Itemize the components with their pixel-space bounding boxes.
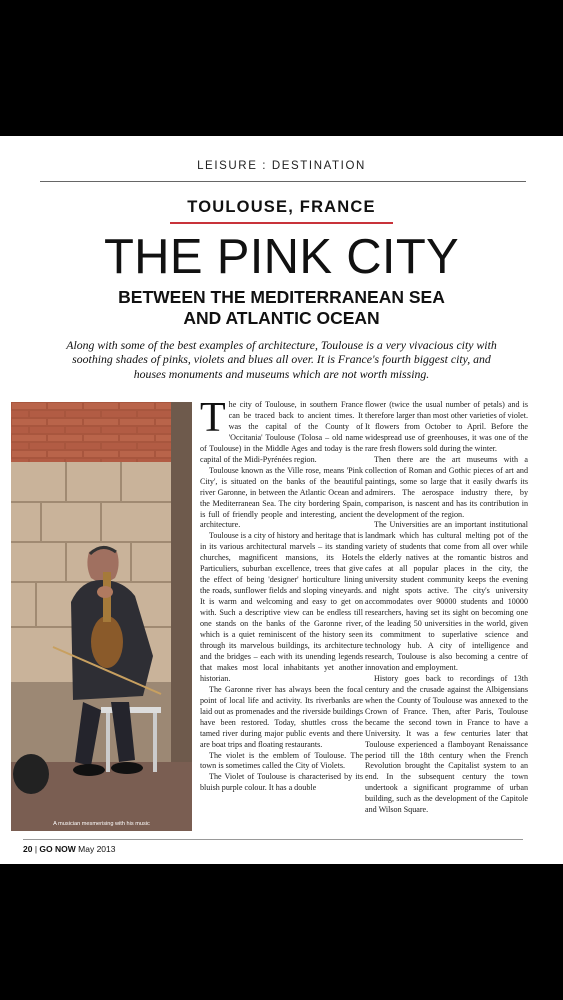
paragraph: flower (twice the usual number of petals) and is therefore larger than most other varieties of violet. It flowers from October to April. Before the widespread use of greenhouses, it was one of the rare fresh flowers sold during the winter. (365, 400, 529, 453)
page-footer: 20 | GO NOW May 2013 (23, 844, 116, 854)
footer-rule (23, 839, 523, 840)
drop-cap: T (200, 395, 226, 441)
paragraph: The Garonne river has always been the focal point of local life and activity. Its riverbanks are laid out as promenades and the riverside buildings have been restored. Today, shuttles cross the tamed river during major public events and there are boat trips and floating restaurants. (200, 684, 363, 749)
paragraph: Toulouse known as the Ville rose, means 'Pink City', is situated on the banks of the beautiful river Garonne, in between the Atlantic Ocean and the Mediterranean Sea. The city bordering Spain, is full of friendly people and interesting, ancient architecture. (200, 465, 363, 530)
article-subtitle (20, 287, 543, 329)
page-number: 20 (23, 844, 33, 854)
musician-photo (11, 402, 192, 831)
paragraph: Then there are the art museums with a collection of Roman and Gothic pieces of art and paintings, some so large that it easily dwarfs its admirers. The aerospace industry there, by comparison, is nascent and has its contribution in the development of the region. (365, 454, 528, 519)
musician-illustration (11, 402, 192, 831)
paragraph: The Violet of Toulouse is characterised by its bluish purple colour. It has a double (200, 772, 363, 793)
section-label: LEISURE : DESTINATION (197, 160, 366, 172)
paragraph-text: he city of Toulouse, in southern France can be traced back to ancient times. It was the capital of the County of 'Occitania' Toulouse (Tolosa – old name of Toulouse) in the Middle Ages and today is the capital of the Midi-Pyrénées region. (200, 400, 363, 464)
intro-line: Along with some of the best examples of architecture, Toulouse is a very vivacious city with (66, 338, 497, 352)
subtitle-line: AND ATLANTIC OCEAN (183, 308, 380, 328)
paragraph: The Universities are an important institutional landmark which has cultural melting pot of the variety of students that come from all over while the elderly natives at the romantic bistros and cafes at all popular places in the city, the university student community keeps the evening and night spots active. The city's university accommodates over 90000 students and 10000 researchers, having set its sight on becoming one of the leading 50 universities in the world, given its commitment to superlative science and technology hub. A city of intelligence and research, Toulouse is also becoming a centre of innovation and employment. (365, 520, 528, 672)
paragraph: The violet is the emblem of Toulouse. The town is sometimes called the City of Violets. (200, 750, 363, 771)
intro-line: houses monuments and museums which are not worth missing. (133, 366, 430, 381)
kicker-underline (170, 222, 393, 224)
article-column-1 (200, 395, 363, 794)
intro-standfirst (22, 338, 541, 381)
subtitle-line: BETWEEN THE MEDITERRANEAN SEA (118, 287, 445, 307)
article-title: THE PINK CITY (103, 230, 460, 284)
paragraph: Toulouse is a city of history and heritage that is in its various architectural marvels – its standing churches, magnificent mansions, its Hotels Particuliers, suburban excellence, trees that give the effect of being 'designer' horticulture lining the roads, sunflower fields and sloping vineyards. It is warm and welcoming and easy to get on with. Such a descriptive view can be endless till one stands on the banks of the Garonne river, which is a quiet reminiscent of the history seen through its marvelous buildings, its architecture and the bridges – each with its unending legends that makes most local inhabitants yet another historian. (200, 531, 363, 683)
intro-line: soothing shades of pinks, violets and blues all over. It is France's fourth biggest city, and (72, 352, 491, 367)
paragraph (200, 395, 363, 466)
magazine-page (0, 136, 563, 864)
issue-date: May 2013 (78, 844, 116, 854)
header-rule (40, 181, 526, 182)
article-kicker: TOULOUSE, FRANCE (187, 198, 376, 216)
photo-caption: A musician mesmerising with his music (53, 821, 150, 827)
paragraph: History goes back to recordings of 13th century and the crusade against the Albigensians when the County of Toulouse was annexed to the Crown of France. Then, after Paris, Toulouse became the second town in France to have a University. It was a few centuries later that Toulouse experienced a flamboyant Renaissance period till the 18th century when the French Revolution brought the Capitalist system to an end. In the subsequent century the town undertook a significant programme of urban building, such as the development of the Capitole and Wilson Square. (365, 673, 528, 815)
magazine-name: GO NOW (39, 844, 76, 854)
article-column-2 (365, 400, 528, 816)
